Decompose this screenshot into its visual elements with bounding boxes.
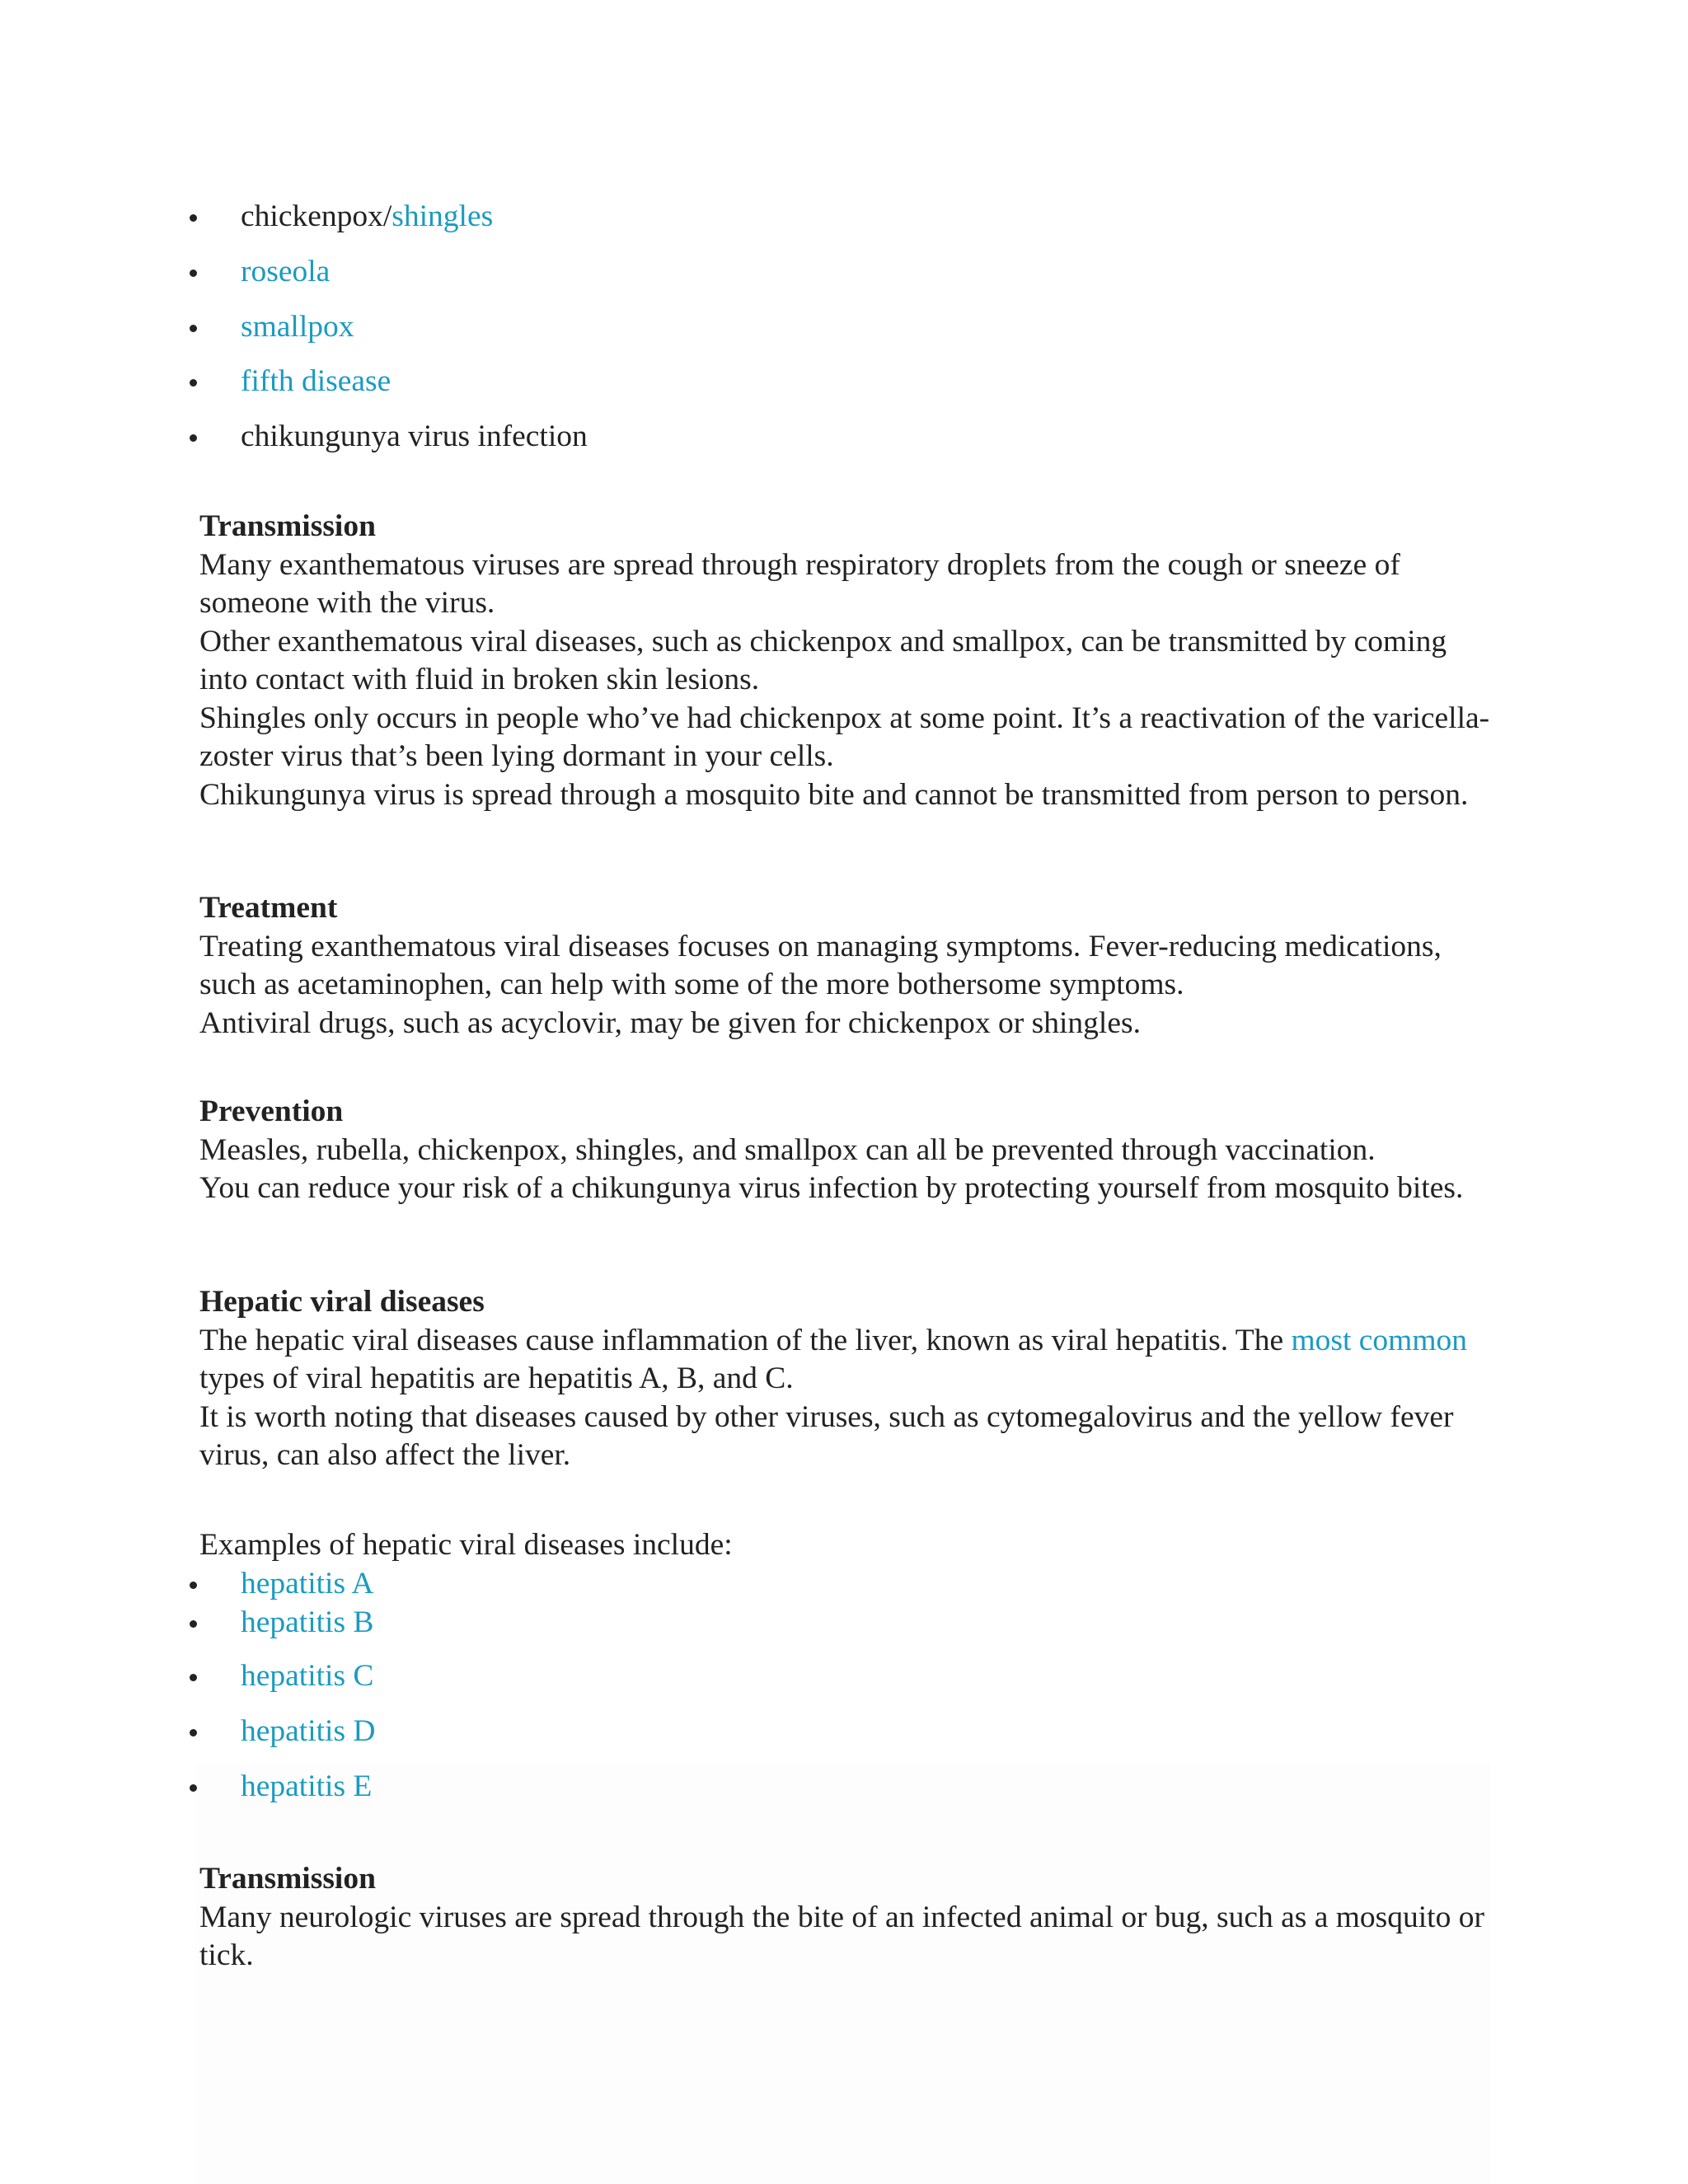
smallpox-link[interactable]: smallpox [241, 310, 354, 344]
list-item [199, 1565, 1436, 1606]
section-heading: Transmission [199, 1862, 376, 1896]
paragraph: Other exanthematous viral diseases, such as chickenpox and smallpox, can be transmitted by coming into contact with fluid in broken skin lesions. [199, 624, 1447, 696]
section-heading: Transmission [199, 509, 376, 543]
paragraph: Measles, rubella, chickenpox, shingles, and smallpox can all be prevented through vaccination. [199, 1132, 1376, 1167]
hepatitis-a-link[interactable]: hepatitis A [241, 1567, 374, 1601]
hepatitis-e-link[interactable]: hepatitis E [241, 1769, 373, 1803]
bullet-icon [190, 434, 197, 442]
list-item [199, 1604, 1436, 1645]
most-common-link[interactable]: most common [1291, 1323, 1468, 1357]
bullet-icon [190, 1674, 197, 1681]
list-item [199, 308, 1436, 349]
paragraph: It is worth noting that diseases caused by other viruses, such as cytomegalovirus and the yellow fever virus, can also affect the liver. [199, 1399, 1454, 1472]
list-item [199, 1657, 1436, 1699]
list-item-text: chickenpox/ [241, 199, 392, 233]
fifth-disease-link[interactable]: fifth disease [241, 364, 392, 398]
hepatitis-b-link[interactable]: hepatitis B [241, 1605, 374, 1639]
bullet-icon [190, 379, 197, 387]
section-heading: Prevention [199, 1094, 344, 1128]
paragraph: Many exanthematous viruses are spread through respiratory droplets from the cough or sneeze of someone with the virus. [199, 547, 1400, 620]
bullet-icon [190, 1729, 197, 1736]
section-heading: Hepatic viral diseases [199, 1285, 485, 1319]
list-item [199, 1713, 1436, 1754]
bullet-icon [190, 325, 197, 332]
prevention-section [199, 1093, 1502, 1208]
bullet-icon [190, 269, 197, 277]
hepatitis-c-link[interactable]: hepatitis C [241, 1659, 374, 1693]
treatment-section [199, 889, 1502, 1043]
list-item [199, 363, 1436, 404]
paragraph: Many neurologic viruses are spread through the bite of an infected animal or bug, such as a mosquito or tick. [199, 1900, 1484, 1972]
paragraph: Shingles only occurs in people who’ve had chickenpox at some point. It’s a reactivation of the varicella-zoster virus that’s been lying dormant in your cells. [199, 701, 1490, 773]
hepatic-section [199, 1283, 1502, 1475]
paragraph: Treating exanthematous viral diseases focuses on managing symptoms. Fever-reducing medications, such as acetaminophen, can help with some of the more bothersome symptoms. [199, 929, 1442, 1001]
list-item [199, 418, 1436, 459]
roseola-link[interactable]: roseola [241, 255, 331, 288]
bullet-icon [190, 1784, 197, 1792]
list-item [199, 198, 1436, 239]
paragraph: Antiviral drugs, such as acyclovir, may be given for chickenpox or shingles. [199, 1005, 1141, 1040]
paragraph: Chikungunya virus is spread through a mosquito bite and cannot be transmitted from person to person. [199, 777, 1469, 812]
transmission-section [199, 508, 1502, 814]
bullet-icon [190, 214, 197, 222]
hepatitis-d-link[interactable]: hepatitis D [241, 1714, 376, 1748]
shingles-link[interactable]: shingles [392, 199, 494, 233]
list-item-text: chikungunya virus infection [241, 419, 588, 453]
examples-intro: Examples of hepatic viral diseases include: [199, 1528, 733, 1562]
transmission-neurologic-section [199, 1860, 1502, 1975]
paragraph: You can reduce your risk of a chikungunya virus infection by protecting yourself from mosquito bites. [199, 1171, 1464, 1205]
list-item [199, 1768, 1436, 1809]
bullet-icon [190, 1620, 197, 1628]
bullet-icon [190, 1582, 197, 1589]
paragraph: The hepatic viral diseases cause inflammation of the liver, known as viral hepatitis. The most common types of viral hepatitis are hepatitis A, B, and C. [199, 1323, 1468, 1395]
list-item [199, 253, 1436, 294]
section-heading: Treatment [199, 891, 338, 925]
